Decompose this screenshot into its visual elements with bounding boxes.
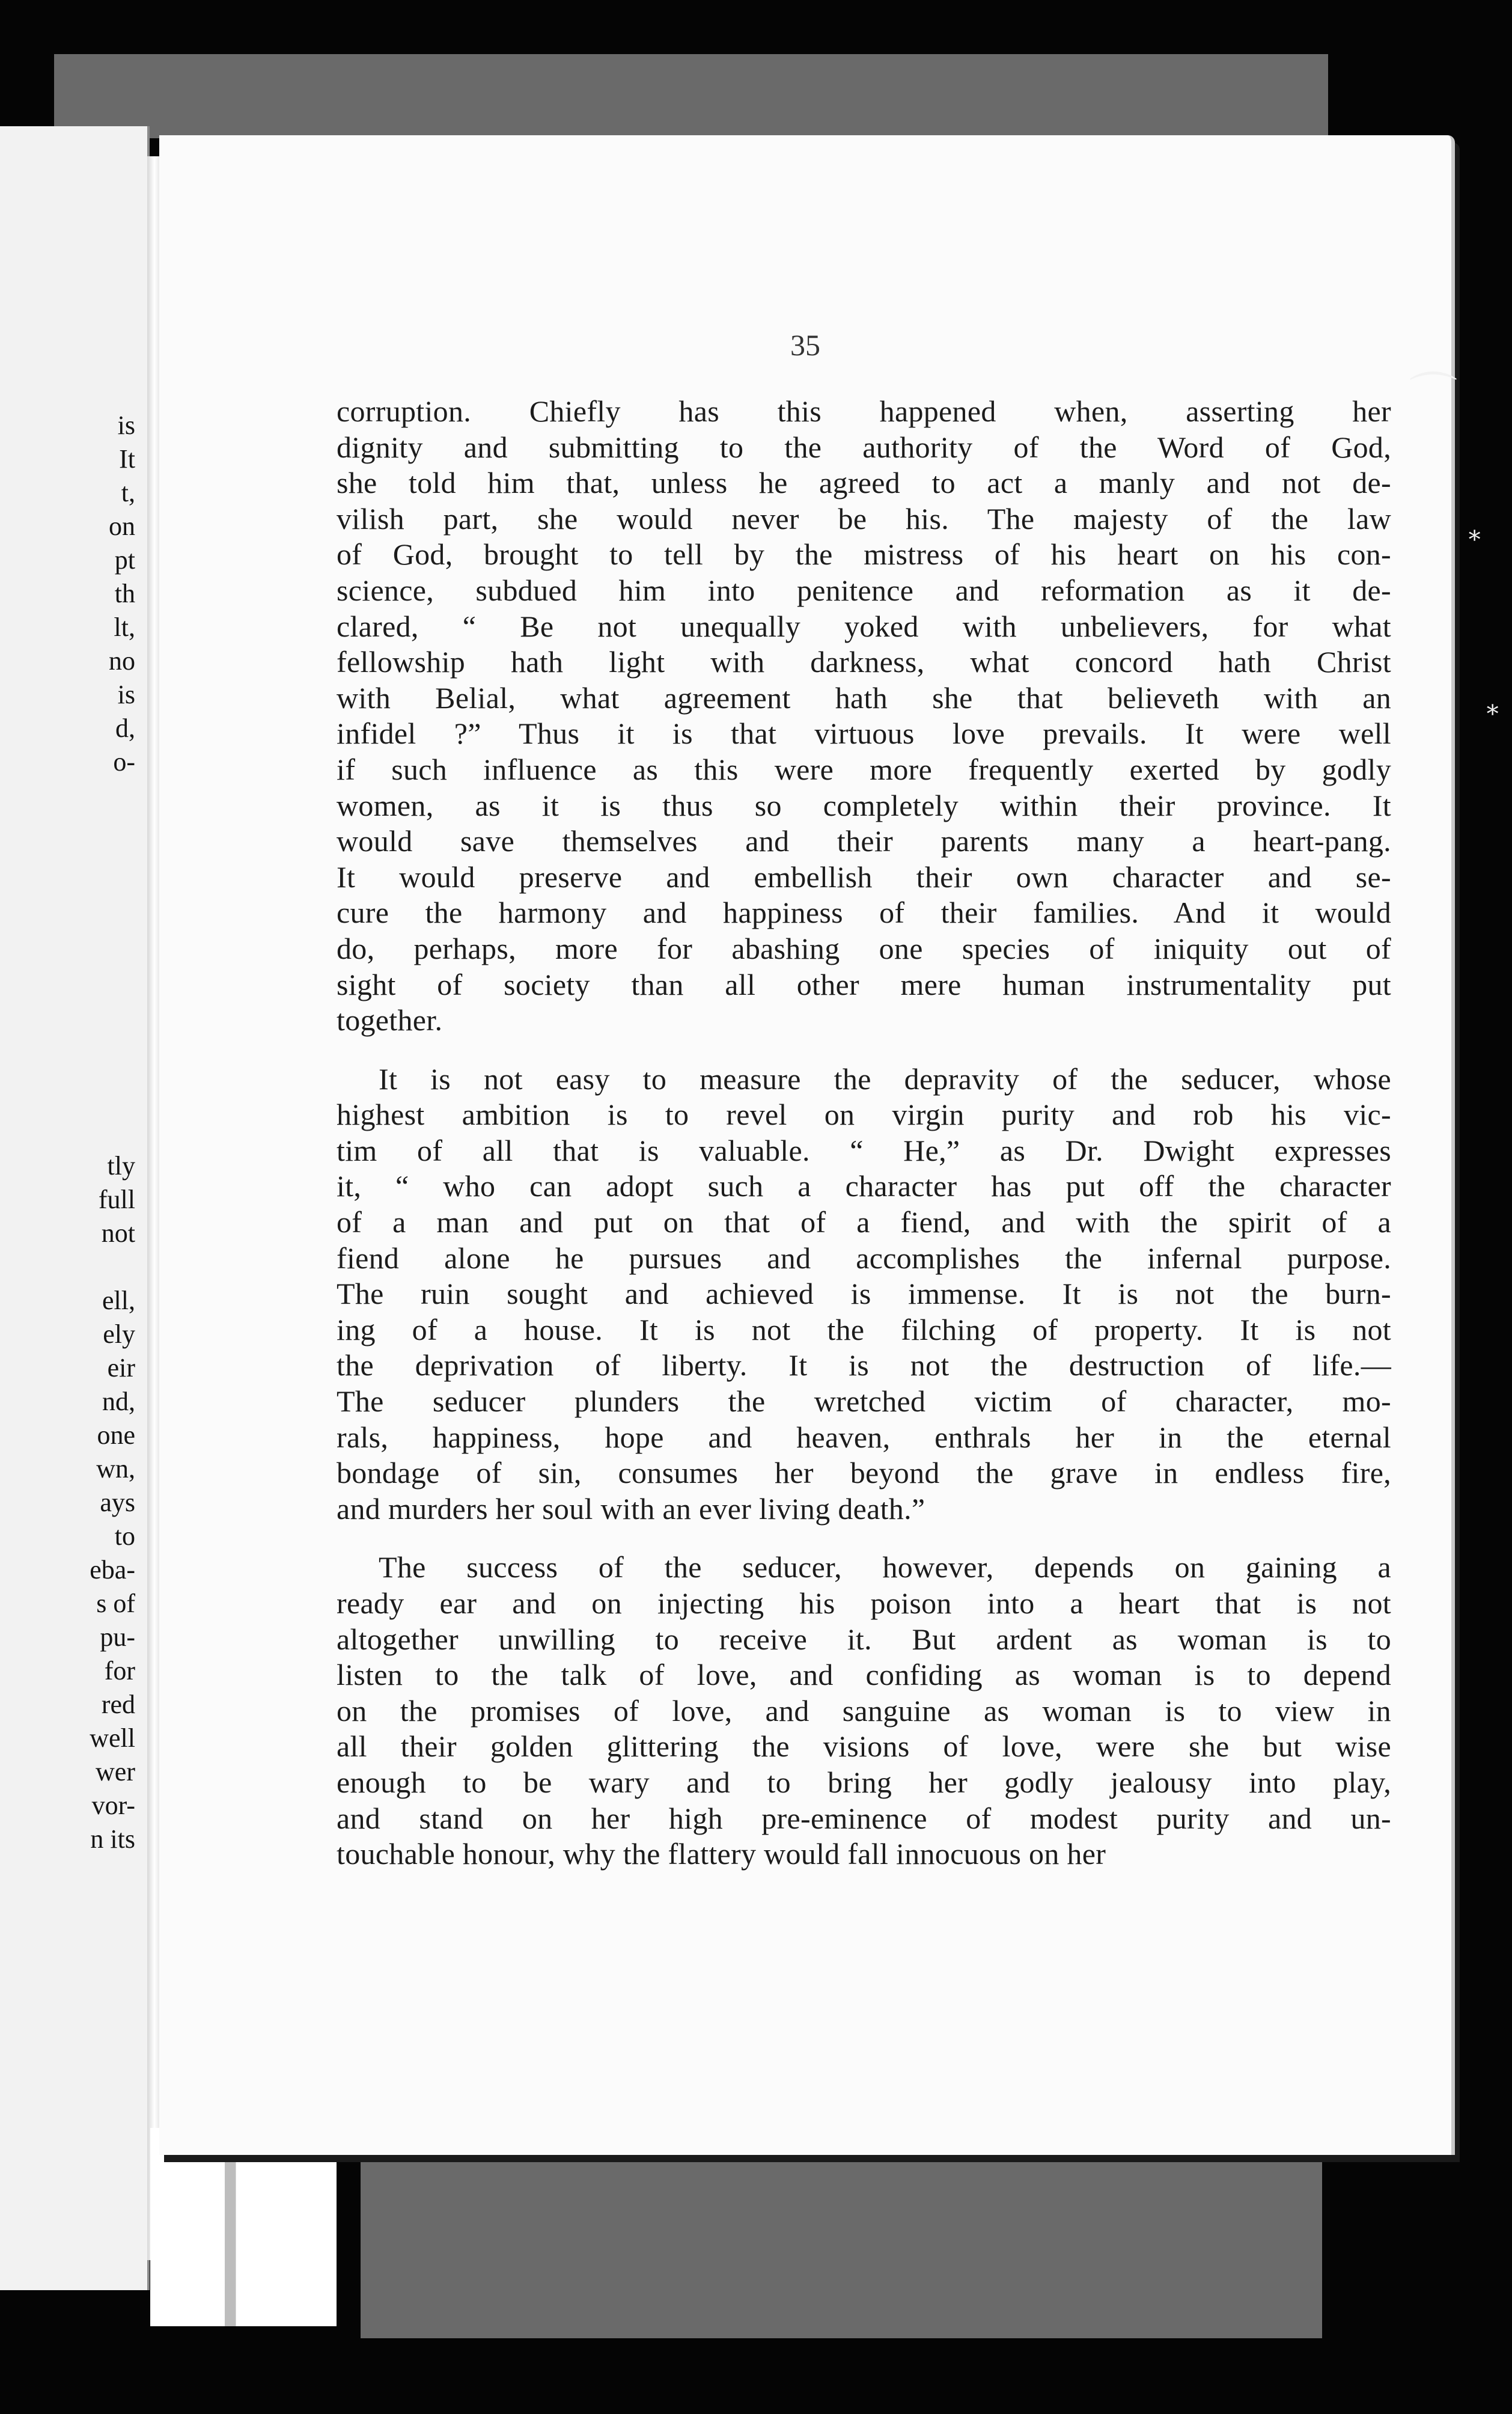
text-line: on the promises of love, and sanguine as woman is to view in xyxy=(337,1693,1391,1728)
text-line: fiend alone he pursues and accomplishes the infernal purpose. xyxy=(337,1241,1391,1275)
left-page-fragment xyxy=(90,846,135,880)
text-line: she told him that, unless he agreed to act a manly and not de- xyxy=(337,466,1391,500)
left-page-fragment: wer xyxy=(96,1757,135,1786)
text-line: altogether unwilling to receive it. But ardent as woman is to xyxy=(337,1622,1391,1656)
left-page-fragment: wn, xyxy=(96,1454,135,1484)
left-page-fragment: vor- xyxy=(91,1791,135,1820)
paragraph xyxy=(337,1550,1391,1872)
text-line: it, “ who can adopt such a character has put off the character xyxy=(337,1169,1391,1203)
text-line: clared, “ Be not unequally yoked with unbelievers, for what xyxy=(337,609,1391,643)
left-page-fragment: red xyxy=(101,1690,135,1719)
text-line: would save themselves and their parents many a heart-pang. xyxy=(337,824,1391,858)
page-number: 35 xyxy=(790,328,820,362)
paragraph xyxy=(337,1062,1391,1527)
text-line: It would preserve and embellish their own character and se- xyxy=(337,860,1391,894)
left-page-fragment: s of xyxy=(96,1589,135,1618)
text-line: ing of a house. It is not the filching of property. It is not xyxy=(337,1312,1391,1346)
left-page-fragment: It xyxy=(119,444,135,474)
text-line: if such influence as this were more frequently exerted by godly xyxy=(337,752,1391,786)
left-page-fragment: nd, xyxy=(102,1387,135,1416)
text-line: with Belial, what agreement hath she that believeth with an xyxy=(337,680,1391,715)
text-line: infidel ?” Thus it is that virtuous love prevails. It were well xyxy=(337,717,1391,751)
left-page-fragment: eba- xyxy=(90,1555,135,1584)
left-page-fragment: one xyxy=(97,1420,135,1450)
left-page-fragment: on xyxy=(109,512,135,541)
left-page-fragment xyxy=(90,981,135,1015)
text-line: enough to be wary and to bring her godly jealousy into play, xyxy=(337,1765,1391,1799)
left-page-fragment: ely xyxy=(103,1319,135,1349)
text-line: dignity and submitting to the authority of the Word of God, xyxy=(337,430,1391,464)
text-line: ready ear and on injecting his poison into a heart that is not xyxy=(337,1586,1391,1620)
left-page-fragment xyxy=(90,880,135,914)
text-line: of a man and put on that of a fiend, and with the spirit of a xyxy=(337,1205,1391,1239)
text-line: science, subdued him into penitence and reformation as it de- xyxy=(337,573,1391,607)
left-page-fragment: pt xyxy=(114,545,135,575)
left-page-fragment: well xyxy=(90,1723,135,1753)
left-page-fragment: is xyxy=(117,680,135,709)
book-page xyxy=(159,135,1455,2155)
left-page-fragment: n its xyxy=(90,1824,135,1854)
left-page-fragment xyxy=(90,947,135,981)
left-page xyxy=(0,126,150,2290)
text-line: corruption. Chiefly has this happened when, asserting her xyxy=(337,394,1391,428)
left-page-fragment xyxy=(90,779,135,813)
left-page-fragment: lt, xyxy=(114,613,135,642)
left-page-fragment xyxy=(90,914,135,947)
text-line: women, as it is thus so completely within their province. It xyxy=(337,788,1391,822)
left-page-fragment xyxy=(90,1082,135,1116)
scan-mark-speck: ∗ xyxy=(1484,695,1501,723)
scan-mark-speck: ∗ xyxy=(1466,521,1483,548)
left-page-fragment: tly xyxy=(107,1151,135,1181)
text-line: do, perhaps, more for abashing one species of iniquity out of xyxy=(337,931,1391,965)
text-line: together. xyxy=(337,1003,443,1037)
text-line: of God, brought to tell by the mistress of his heart on his con- xyxy=(337,537,1391,572)
left-page-text-fragments xyxy=(90,409,135,1856)
text-line: It is not easy to measure the depravity of the seducer, whose xyxy=(379,1062,1391,1096)
text-line: The success of the seducer, however, depends on gaining a xyxy=(379,1550,1391,1584)
left-page-fragment: th xyxy=(114,579,135,608)
body-text xyxy=(337,394,1391,1872)
left-page-fragment xyxy=(90,1015,135,1048)
left-page-fragment xyxy=(90,1048,135,1082)
left-page-fragment: d, xyxy=(115,714,135,743)
text-line: vilish part, she would never be his. The majesty of the law xyxy=(337,501,1391,536)
left-page-fragment: no xyxy=(109,646,135,676)
text-line: cure the harmony and happiness of their families. And it would xyxy=(337,896,1391,930)
left-page-fragment: for xyxy=(104,1656,135,1685)
text-line: listen to the talk of love, and confiding as woman is to depend xyxy=(337,1658,1391,1692)
left-page-fragment: t, xyxy=(121,478,135,507)
left-page-fragment: is xyxy=(117,411,135,440)
text-line: and stand on her high pre-eminence of modest purity and un- xyxy=(337,1801,1391,1835)
left-page-fragment: pu- xyxy=(100,1622,135,1652)
left-page-fragment: not xyxy=(101,1218,135,1248)
text-line: highest ambition is to revel on virgin purity and rob his vic- xyxy=(337,1098,1391,1132)
page-edge-tabs xyxy=(150,2128,337,2326)
text-line: touchable honour, why the flattery would fall innocuous on her xyxy=(337,1837,1106,1871)
left-page-fragment: o- xyxy=(113,747,135,777)
left-page-fragment xyxy=(90,1116,135,1149)
scanner-background-top-strip xyxy=(54,54,1328,138)
left-page-fragment xyxy=(90,813,135,846)
left-page-fragment: ell, xyxy=(102,1286,135,1315)
paragraph-gap xyxy=(337,1527,1391,1550)
left-page-fragment: eir xyxy=(107,1353,135,1383)
left-page-fragment: full xyxy=(98,1185,135,1214)
text-line: The ruin sought and achieved is immense. It is not the burn- xyxy=(337,1277,1391,1311)
text-line: tim of all that is valuable. “ He,” as Dr. Dwight expresses xyxy=(337,1133,1391,1167)
paragraph xyxy=(337,394,1391,1039)
left-page-fragment: ays xyxy=(100,1488,135,1517)
text-line: fellowship hath light with darkness, what concord hath Christ xyxy=(337,645,1391,679)
left-page-fragment: to xyxy=(114,1521,135,1551)
scan-mark-curl: ⌒ xyxy=(1409,370,1457,423)
text-line: and murders her soul with an ever living death.” xyxy=(337,1491,925,1526)
text-line: the deprivation of liberty. It is not the destruction of life.— xyxy=(337,1348,1391,1383)
text-line: bondage of sin, consumes her beyond the grave in endless fire, xyxy=(337,1456,1391,1490)
text-line: all their golden glittering the visions of love, were she but wise xyxy=(337,1729,1391,1764)
paragraph-gap xyxy=(337,1039,1391,1062)
text-line: rals, happiness, hope and heaven, enthrals her in the eternal xyxy=(337,1420,1391,1454)
text-line: sight of society than all other mere human instrumentality put xyxy=(337,967,1391,1001)
scanner-background-bottom-strip xyxy=(361,2140,1322,2338)
text-line: The seducer plunders the wretched victim of character, mo- xyxy=(337,1384,1391,1419)
left-page-fragment xyxy=(90,1250,135,1284)
